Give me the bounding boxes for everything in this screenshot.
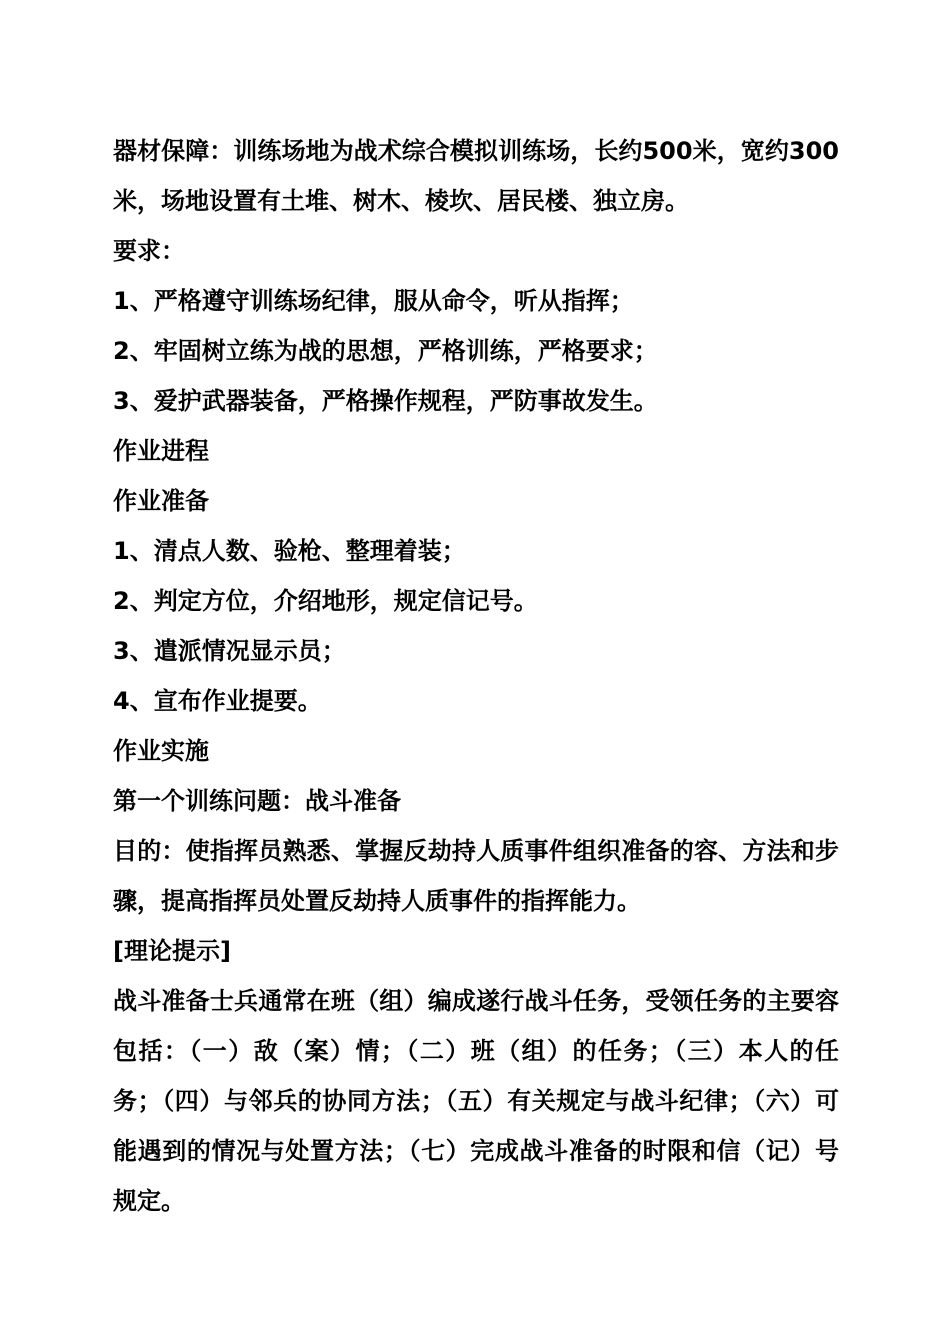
- theory-paragraph: 战斗准备士兵通常在班（组）编成遂行战斗任务，受领任务的主要容包括：（一）敌（案）情；（二）班（组）的任务；（三）本人的任务；（四）与邻兵的协同方法；（五）有关规定与战斗纪律；（六）可能遇到的情况与处置方法；（七）完成战斗准备的时限和信（记）号规定。: [113, 987, 839, 1215]
- process-heading: 作业进程: [113, 437, 209, 465]
- equipment-paragraph: 器材保障：训练场地为战术综合模拟训练场，长约500米，宽约300米，场地设置有土堆、树木、棱坎、居民楼、独立房。: [113, 137, 839, 215]
- prep-heading: 作业准备: [113, 487, 209, 515]
- prep-item-2: 2、判定方位，介绍地形，规定信记号。: [113, 587, 538, 615]
- problem-heading: 第一个训练问题：战斗准备: [113, 787, 401, 815]
- requirement-item-2: 2、牢固树立练为战的思想，严格训练，严格要求；: [113, 337, 658, 365]
- document-page: [113, 126, 839, 1226]
- prep-item-1: 1、清点人数、验枪、整理着装；: [113, 537, 466, 565]
- purpose-paragraph: 目的：使指挥员熟悉、掌握反劫持人质事件组织准备的容、方法和步骤，提高指挥员处置反劫持人质事件的指挥能力。: [113, 837, 839, 915]
- impl-heading: 作业实施: [113, 737, 209, 765]
- prep-item-3: 3、遣派情况显示员；: [113, 637, 346, 665]
- requirement-item-1: 1、严格遵守训练场纪律，服从命令，听从指挥；: [113, 287, 634, 315]
- requirement-item-3: 3、爱护武器装备，严格操作规程，严防事故发生。: [113, 387, 658, 415]
- prep-item-4: 4、宣布作业提要。: [113, 687, 322, 715]
- requirements-heading: 要求：: [113, 237, 185, 265]
- theory-heading: [理论提示]: [113, 937, 231, 965]
